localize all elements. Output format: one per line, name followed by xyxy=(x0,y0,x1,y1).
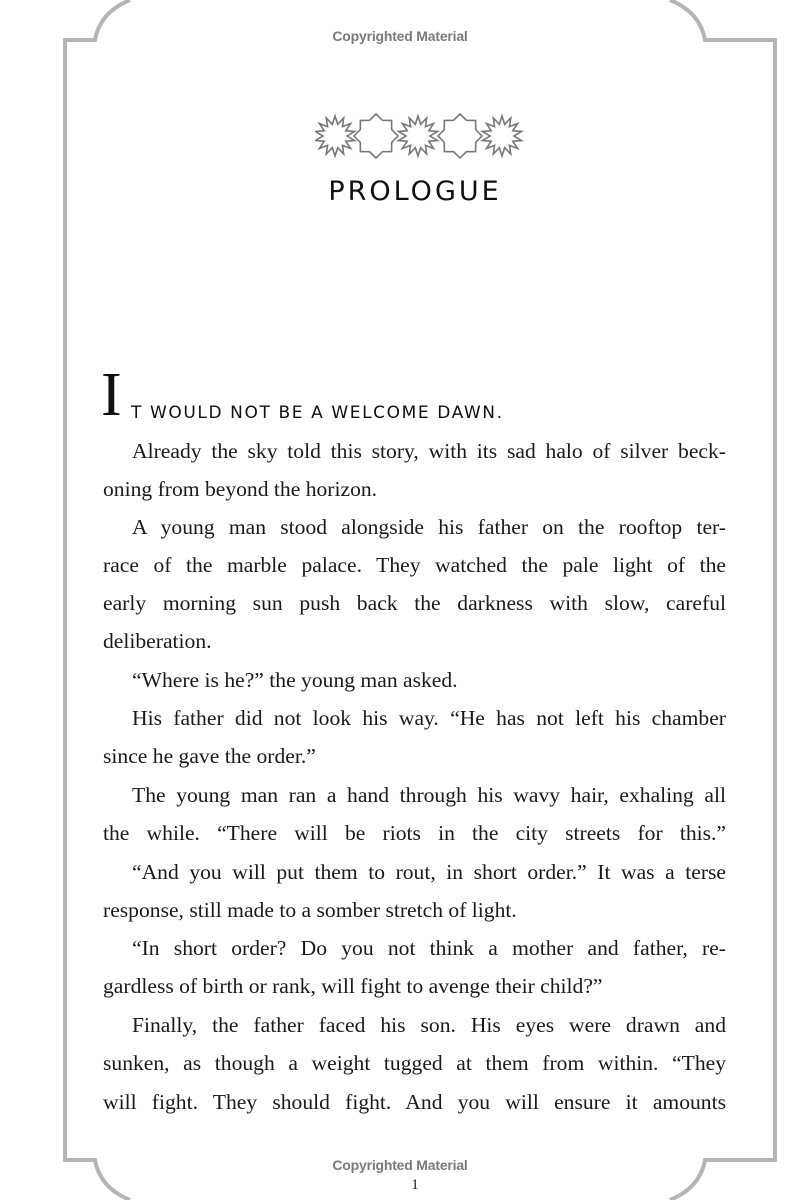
page-number: 1 xyxy=(411,1177,419,1193)
text-line: “And you will put them to rout, in short order.” It was a terse xyxy=(132,860,726,884)
starburst-icon xyxy=(316,116,355,156)
text-line: deliberation. xyxy=(103,629,212,653)
text-line: A young man stood alongside his father on the rooftop ter- xyxy=(132,515,726,539)
text-line: The young man ran a hand through his wavy hair, exhaling all xyxy=(132,783,726,807)
text-line: sunken, as though a weight tugged at them from within. “They xyxy=(103,1051,726,1075)
text-line: His father did not look his way. “He has not left his chamber xyxy=(132,706,726,730)
starburst-icon xyxy=(483,116,522,156)
text-line: response, still made to a somber stretch of light. xyxy=(103,898,517,922)
text-line: “Where is he?” the young man asked. xyxy=(132,668,458,692)
copyright-watermark-top: Copyrighted Material xyxy=(332,28,468,44)
opening-small-caps: T WOULD NOT BE A WELCOME DAWN. xyxy=(131,403,504,423)
text-line: since he gave the order.” xyxy=(103,744,316,768)
text-line: Already the sky told this story, with its sad halo of silver beck- xyxy=(132,439,726,463)
text-line: will fight. They should fight. And you will ensure it amounts xyxy=(103,1090,726,1114)
text-line: “In short order? Do you not think a mother and father, re- xyxy=(132,936,726,960)
text-line: oning from beyond the horizon. xyxy=(103,477,378,501)
text-line: early morning sun push back the darkness with slow, careful xyxy=(103,591,726,615)
starburst-ornament-icon xyxy=(315,112,525,160)
chapter-title: PROLOGUE xyxy=(328,176,502,207)
text-line: Finally, the father faced his son. His eyes were drawn and xyxy=(132,1013,726,1037)
text-line: the while. “There will be riots in the city streets for this.” xyxy=(103,821,726,845)
octagram-icon xyxy=(438,114,482,158)
octagram-icon xyxy=(354,114,398,158)
drop-cap: I xyxy=(101,361,122,429)
text-line: gardless of birth or rank, will fight to avenge their child?” xyxy=(103,974,603,998)
text-line: race of the marble palace. They watched the pale light of the xyxy=(103,553,726,577)
starburst-icon xyxy=(399,116,438,156)
opening-line xyxy=(101,361,726,429)
copyright-watermark-bottom: Copyrighted Material xyxy=(332,1157,468,1173)
